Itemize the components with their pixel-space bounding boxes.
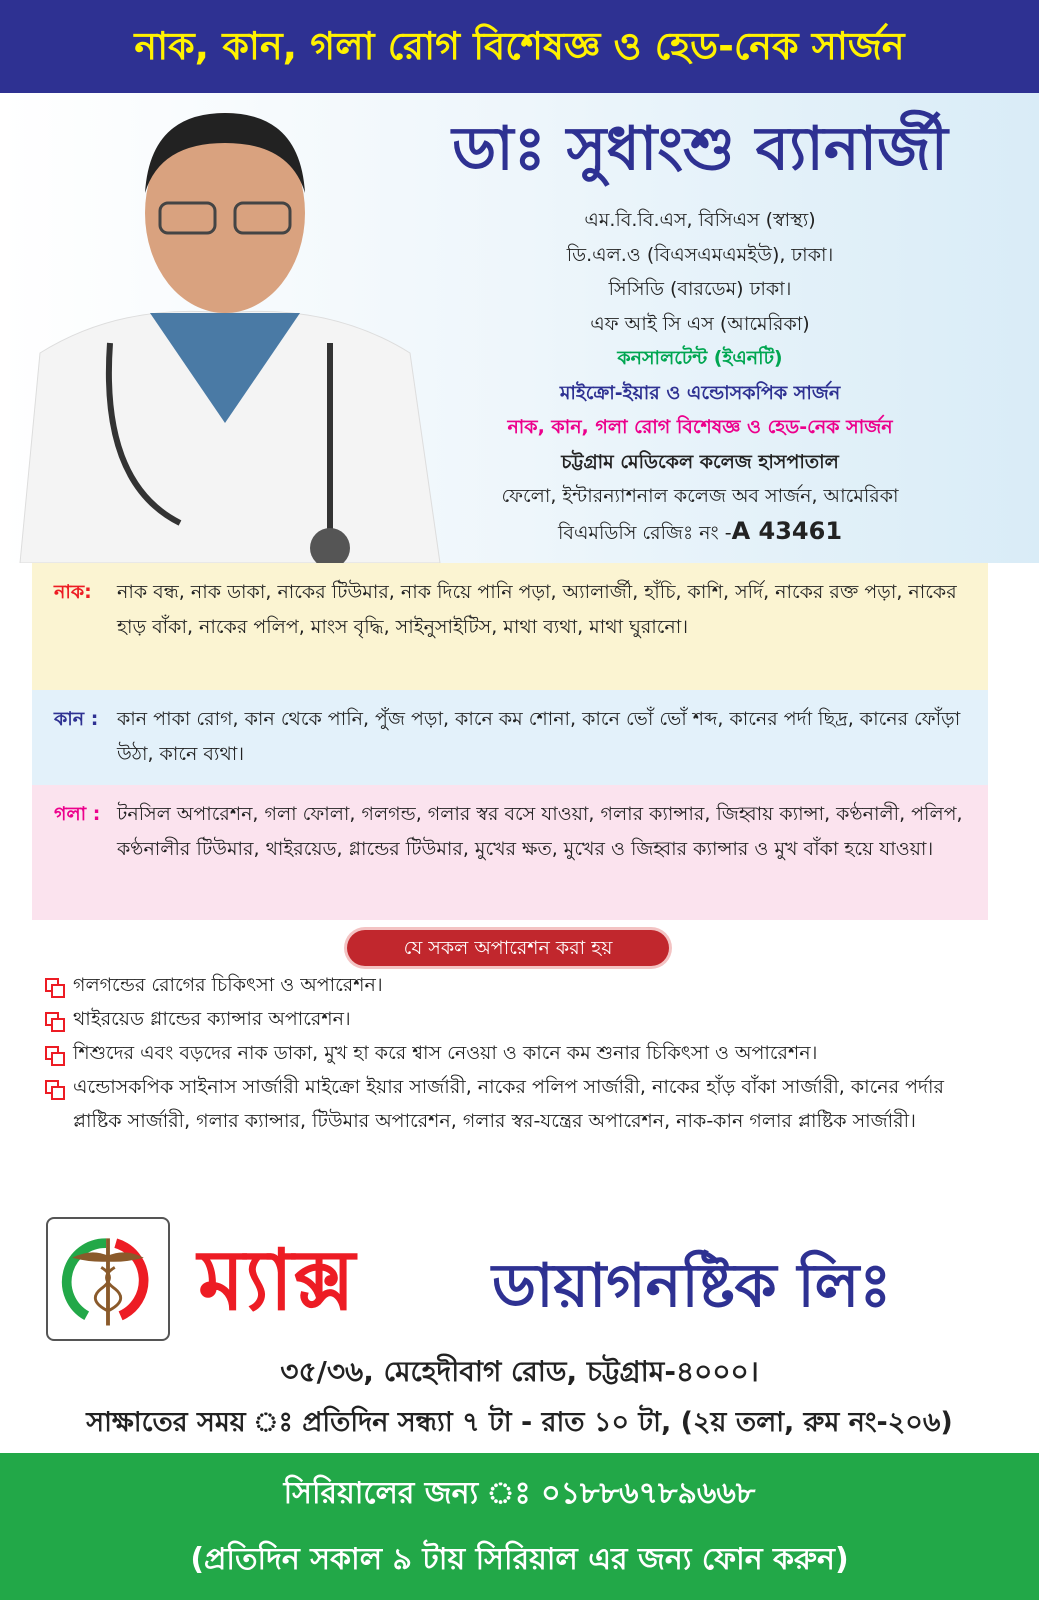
clinic-name-primary: ম্যাক্স bbox=[198, 1231, 356, 1329]
clinic-address: ৩৫/৩৬, মেহেদীবাগ রোড, চট্টগ্রাম-৪০০০। bbox=[280, 1355, 759, 1388]
checkbox-bullet-icon bbox=[45, 1046, 59, 1060]
item-text: থাইরয়েড গ্লান্ডের ক্যান্সার অপারেশন। bbox=[73, 1008, 351, 1030]
doctor-hero bbox=[0, 93, 1039, 563]
footer-banner bbox=[0, 1453, 1039, 1600]
reg-number: A 43461 bbox=[731, 516, 843, 545]
section-nose bbox=[32, 563, 988, 690]
section-label: নাক: bbox=[54, 581, 92, 603]
specialty: নাক, কান, গলা রোগ বিশেষজ্ঞ ও হেড-নেক সার্জন bbox=[507, 416, 893, 438]
position: কনসালটেন্ট (ইএনটি) bbox=[617, 347, 783, 369]
checkbox-bullet-icon bbox=[45, 1012, 59, 1026]
checkbox-bullet-icon bbox=[45, 978, 59, 992]
item-text: গলগন্ডের রোগের চিকিৎসা ও অপারেশন। bbox=[73, 974, 383, 996]
registration bbox=[430, 514, 970, 551]
section-text: নাক বন্ধ, নাক ডাকা, নাকের টিউমার, নাক দিয়ে পানি পড়া, অ্যালার্জী, হাঁচি, কাশি, সর্দি, নাকের রক্ত পড়া, নাকের হাড় বাঁকা, নাকের পলিপ, মাংস বৃদ্ধি, সাইনুসাইটিস, মাথা ব্যথা, মাথা ঘুরানো। bbox=[117, 581, 957, 638]
qualification-line: এম.বি.বি.এস, বিসিএস (স্বাস্থ্য) bbox=[584, 209, 816, 231]
serial-note: (প্রতিদিন সকাল ৯ টায় সিরিয়াল এর জন্য ফোন করুন) bbox=[190, 1542, 849, 1577]
item-text: শিশুদের এবং বড়দের নাক ডাকা, মুখ হা করে শ্বাস নেওয়া ও কানে কম শুনার চিকিৎসা ও অপারেশন। bbox=[73, 1042, 818, 1064]
serial-phone: সিরিয়ালের জন্য ঃ ০১৮৮৬৭৮৯৬৬৮ bbox=[283, 1476, 756, 1511]
list-item bbox=[45, 968, 985, 1002]
section-label: গলা : bbox=[54, 803, 101, 825]
header-title: নাক, কান, গলা রোগ বিশেষজ্ঞ ও হেড-নেক সার্জন bbox=[134, 24, 905, 68]
qualification-line: ডি.এল.ও (বিএসএমএমইউ), ঢাকা। bbox=[566, 243, 834, 266]
section-throat bbox=[32, 785, 988, 920]
item-text: এন্ডোসকপিক সাইনাস সার্জারী মাইক্রো ইয়ার সার্জারী, নাকের পলিপ সার্জারী, নাকের হাঁড় বাঁকা সার্জারী, কানের পর্দার প্লাষ্টিক সার্জারী, গলার ক্যান্সার, টিউমার অপারেশন, গলার স্বর-যন্ত্রের অপারেশন, নাক-কান গলার প্লাষ্টিক সার্জারী। bbox=[73, 1076, 944, 1132]
operations-list bbox=[45, 968, 985, 1138]
qualification-line: সিসিডি (বারডেম) ঢাকা। bbox=[608, 278, 792, 300]
reg-label: বিএমডিসি রেজিঃ নং - bbox=[557, 521, 732, 544]
header-banner bbox=[0, 0, 1039, 93]
list-item bbox=[45, 1070, 985, 1138]
visiting-hours: সাক্ষাতের সময় ঃ প্রতিদিন সন্ধ্যা ৭ টা - রাত ১০ টা, (২য় তলা, রুম নং-২০৬) bbox=[86, 1407, 953, 1438]
section-ear bbox=[32, 690, 988, 785]
hospital: চট্টগ্রাম মেডিকেল কলেজ হাসপাতাল bbox=[561, 450, 839, 473]
list-item bbox=[45, 1002, 985, 1036]
list-item bbox=[45, 1036, 985, 1070]
fellowship: ফেলো, ইন্টারন্যাশনাল কলেজ অব সার্জন, আমেরিকা bbox=[501, 485, 899, 507]
section-text: কান পাকা রোগ, কান থেকে পানি, পুঁজ পড়া, কানে কম শোনা, কানে ভোঁ ভোঁ শব্দ, কানের পর্দা ছিদ্র, কানের ফোঁড়া উঠা, কানে ব্যথা। bbox=[117, 708, 961, 765]
checkbox-bullet-icon bbox=[45, 1080, 59, 1094]
clinic-name-secondary: ডায়াগনষ্টিক লিঃ bbox=[492, 1251, 892, 1321]
section-text: টনসিল অপারেশন, গলা ফোলা, গলগন্ড, গলার স্বর বসে যাওয়া, গলার ক্যান্সার, জিহ্বায় ক্যান্সা, কণ্ঠনালী, পলিপ, কণ্ঠনালীর টিউমার, থাইরয়েড, গ্লান্ডের টিউমার, মুখের ক্ষত, মুখের ও জিহ্বার ক্যান্সার ও মুখ বাঁকা হয়ে যাওয়া। bbox=[117, 803, 963, 860]
section-label: কান : bbox=[54, 708, 99, 730]
caduceus-logo-icon bbox=[46, 1217, 170, 1341]
qualifications bbox=[430, 203, 970, 550]
qualification-line: এফ আই সি এস (আমেরিকা) bbox=[590, 312, 810, 335]
specialty: মাইক্রো-ইয়ার ও এন্ডোসকপিক সার্জন bbox=[559, 381, 841, 404]
doctor-name: ডাঃ সুধাংশু ব্যানার্জী bbox=[452, 114, 948, 184]
operations-heading: যে সকল অপারেশন করা হয় bbox=[347, 930, 669, 966]
